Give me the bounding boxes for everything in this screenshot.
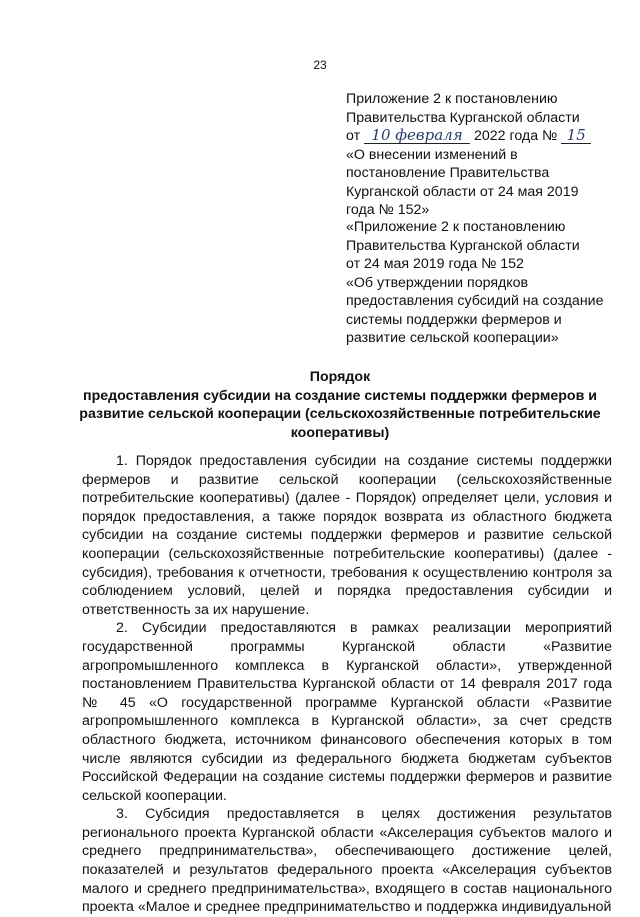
appendix-header-original (346, 218, 616, 348)
document-title (70, 368, 610, 442)
appendix-line: развитие сельской кооперации» (346, 330, 559, 346)
appendix-line: «Об утверждении порядков (346, 274, 529, 291)
appendix-line: от 24 мая 2019 года № 152 (346, 256, 524, 272)
date-suffix: 2022 года № (473, 128, 558, 144)
paragraph-1: 1. Порядок предоставления субсидии на создание системы поддержки фермеров и развитие сельской кооперации (сельскохозяйственные потребительские кооперативы) (далее - Порядок) определяет цели, условия и порядок предоставления, а также порядок возврата из областного бюджета субсидии на создание системы поддержки фермеров и развитие сельской кооперации (сельскохозяйственные потребительские кооперативы) (далее - субсидия), требования к отчетности, требования к осуществлению контроля за соблюдением условий, целей и порядка предоставления субсидии и ответственность за их нарушение. (82, 453, 612, 618)
appendix-line: Правительства Курганской области (346, 237, 580, 254)
paragraph-3: 3. Субсидия предоставляется в целях достижения результатов регионального проекта Курганской области «Акселерация субъектов малого и среднего предпринимательства», обеспечивающего достижение целей, показателей и результатов федерального проекта «Акселерация субъектов малого и среднего предпринимательства», входящего в состав национального проекта «Малое и среднее предпринимательство и поддержка индивидуальной (82, 806, 612, 916)
page-number: 23 (313, 58, 327, 72)
appendix-line: Приложение 2 к постановлению (346, 91, 558, 107)
date-prefix: от (346, 128, 361, 144)
appendix-line: постановление Правительства (346, 165, 550, 181)
appendix-line: Правительства Курганской области (346, 109, 580, 126)
title-subtitle: предоставления субсидии на создание системы поддержки фермеров и развитие сельской кооперации (сельскохозяйственные потребительские кооперативы) (79, 387, 601, 441)
appendix-line: предоставления субсидий на создание (346, 293, 604, 309)
appendix-line: «О внесении изменений в (346, 146, 518, 163)
appendix-line: Курганской области от 24 мая 2019 (346, 183, 579, 200)
appendix-line: системы поддержки фермеров и (346, 311, 562, 328)
appendix-line: «Приложение 2 к постановлению (346, 219, 566, 235)
appendix-line: года № 152» (346, 202, 430, 218)
handwritten-number: 15 (561, 128, 591, 144)
handwritten-date: 10 февраля (364, 128, 470, 144)
paragraph-2: 2. Субсидии предоставляются в рамках реализации мероприятий государственной программы Курганской области «Развитие агропромышленного комплекса в Курганской области», утвержденной постановлением Правительства Курганской области от 14 февраля 2017 года № 45 «О государственной программе Курганской области «Развитие агропромышленного комплекса в Курганской области», за счет средств областного бюджета, источником финансового обеспечения которых в том числе являются субсидии из федерального бюджета бюджетам субъектов Российской Федерации на создание системы поддержки фермеров и развитие сельской кооперации. (82, 620, 612, 804)
title-heading: Порядок (309, 369, 371, 385)
document-body (82, 452, 612, 917)
appendix-date-line (346, 127, 616, 146)
appendix-header-current (346, 90, 616, 220)
